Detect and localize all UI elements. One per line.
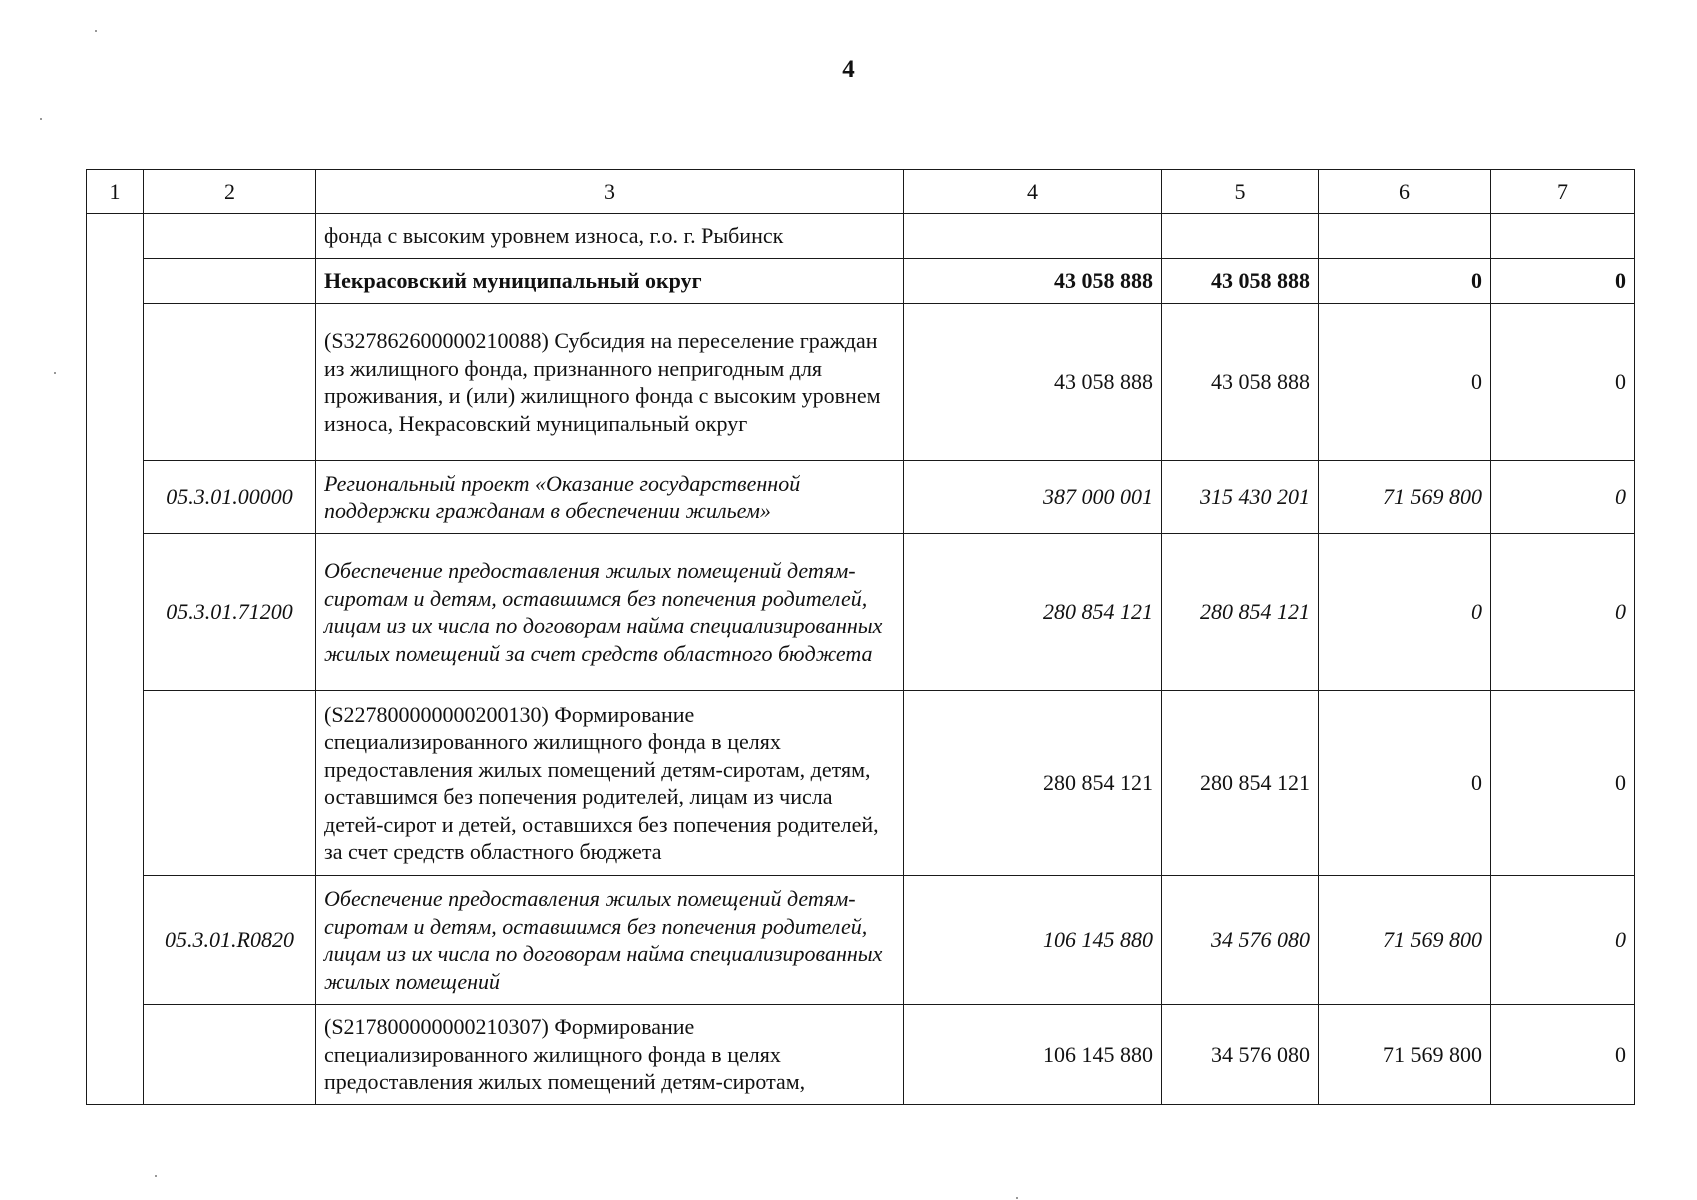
amount-cell-col5 bbox=[1162, 214, 1319, 259]
code-cell: 05.3.01.71200 bbox=[144, 534, 316, 691]
amount-cell-col6: 0 bbox=[1319, 691, 1491, 876]
scan-speck bbox=[155, 1175, 157, 1177]
amount-cell-col6: 71 569 800 bbox=[1319, 876, 1491, 1005]
amount-cell-col4: 387 000 001 bbox=[904, 461, 1162, 534]
amount-cell-col5: 280 854 121 bbox=[1162, 534, 1319, 691]
amount-cell-col7: 0 bbox=[1491, 259, 1635, 304]
amount-cell-col7: 0 bbox=[1491, 304, 1635, 461]
amount-cell-col6: 0 bbox=[1319, 534, 1491, 691]
table-row bbox=[87, 534, 1635, 691]
amount-cell-col4: 280 854 121 bbox=[904, 534, 1162, 691]
amount-cell-col7: 0 bbox=[1491, 1005, 1635, 1105]
table-row bbox=[87, 876, 1635, 1005]
amount-cell-col5: 34 576 080 bbox=[1162, 876, 1319, 1005]
description-cell: (S227800000000200130) Формирование специализированного жилищного фонда в целях предоставления жилых помещений детям-сиротам, детям, оставшимся без попечения родителей, лицам из числа детей-сирот и детей, оставшихся без попечения родителей, за счет средств областного бюджета bbox=[316, 691, 904, 876]
table-row bbox=[87, 259, 1635, 304]
column-header: 3 bbox=[316, 170, 904, 214]
amount-cell-col6: 71 569 800 bbox=[1319, 461, 1491, 534]
description-cell: Региональный проект «Оказание государственной поддержки гражданам в обеспечении жильем» bbox=[316, 461, 904, 534]
code-cell bbox=[144, 214, 316, 259]
code-cell: 05.3.01.R0820 bbox=[144, 876, 316, 1005]
description-cell: Обеспечение предоставления жилых помещений детям-сиротам и детям, оставшимся без попечения родителей, лицам из их числа по договорам найма специализированных жилых помещений bbox=[316, 876, 904, 1005]
amount-cell-col5: 43 058 888 bbox=[1162, 259, 1319, 304]
code-cell bbox=[144, 304, 316, 461]
column-header: 2 bbox=[144, 170, 316, 214]
page-number: 4 bbox=[842, 56, 855, 83]
code-cell bbox=[144, 691, 316, 876]
amount-cell-col7: 0 bbox=[1491, 691, 1635, 876]
description-cell: Некрасовский муниципальный округ bbox=[316, 259, 904, 304]
scan-speck bbox=[54, 372, 56, 374]
column-header: 5 bbox=[1162, 170, 1319, 214]
amount-cell-col6: 0 bbox=[1319, 304, 1491, 461]
scan-speck bbox=[95, 30, 97, 32]
table-header-row bbox=[87, 170, 1635, 214]
description-cell: Обеспечение предоставления жилых помещений детям-сиротам и детям, оставшимся без попечения родителей, лицам из их числа по договорам найма специализированных жилых помещений за счет средств областного бюджета bbox=[316, 534, 904, 691]
table-row bbox=[87, 1005, 1635, 1105]
code-cell: 05.3.01.00000 bbox=[144, 461, 316, 534]
amount-cell-col4: 106 145 880 bbox=[904, 876, 1162, 1005]
description-cell: (S217800000000210307) Формирование специализированного жилищного фонда в целях предоставления жилых помещений детям-сиротам, bbox=[316, 1005, 904, 1105]
column-header: 4 bbox=[904, 170, 1162, 214]
amount-cell-col7: 0 bbox=[1491, 534, 1635, 691]
amount-cell-col5: 315 430 201 bbox=[1162, 461, 1319, 534]
amount-cell-col7: 0 bbox=[1491, 461, 1635, 534]
amount-cell-col7: 0 bbox=[1491, 876, 1635, 1005]
amount-cell-col5: 43 058 888 bbox=[1162, 304, 1319, 461]
code-cell bbox=[144, 259, 316, 304]
amount-cell-col4: 106 145 880 bbox=[904, 1005, 1162, 1105]
table-row bbox=[87, 691, 1635, 876]
scan-speck bbox=[40, 118, 42, 120]
description-cell: (S327862600000210088) Субсидия на переселение граждан из жилищного фонда, признанного непригодным для проживания, и (или) жилищного фонда с высоким уровнем износа, Некрасовский муниципальный округ bbox=[316, 304, 904, 461]
amount-cell-col6: 71 569 800 bbox=[1319, 1005, 1491, 1105]
table-row bbox=[87, 214, 1635, 259]
scan-speck bbox=[1016, 1197, 1018, 1199]
budget-table bbox=[86, 169, 1635, 1105]
amount-cell-col5: 280 854 121 bbox=[1162, 691, 1319, 876]
column-header: 1 bbox=[87, 170, 144, 214]
amount-cell-col7 bbox=[1491, 214, 1635, 259]
table-row bbox=[87, 304, 1635, 461]
amount-cell-col6: 0 bbox=[1319, 259, 1491, 304]
column-header: 7 bbox=[1491, 170, 1635, 214]
amount-cell-col4 bbox=[904, 214, 1162, 259]
amount-cell-col5: 34 576 080 bbox=[1162, 1005, 1319, 1105]
amount-cell-col4: 43 058 888 bbox=[904, 304, 1162, 461]
amount-cell-col4: 280 854 121 bbox=[904, 691, 1162, 876]
description-cell: фонда с высоким уровнем износа, г.о. г. Рыбинск bbox=[316, 214, 904, 259]
table-row bbox=[87, 461, 1635, 534]
column-header: 6 bbox=[1319, 170, 1491, 214]
row-number-cell bbox=[87, 214, 144, 1105]
code-cell bbox=[144, 1005, 316, 1105]
amount-cell-col6 bbox=[1319, 214, 1491, 259]
amount-cell-col4: 43 058 888 bbox=[904, 259, 1162, 304]
